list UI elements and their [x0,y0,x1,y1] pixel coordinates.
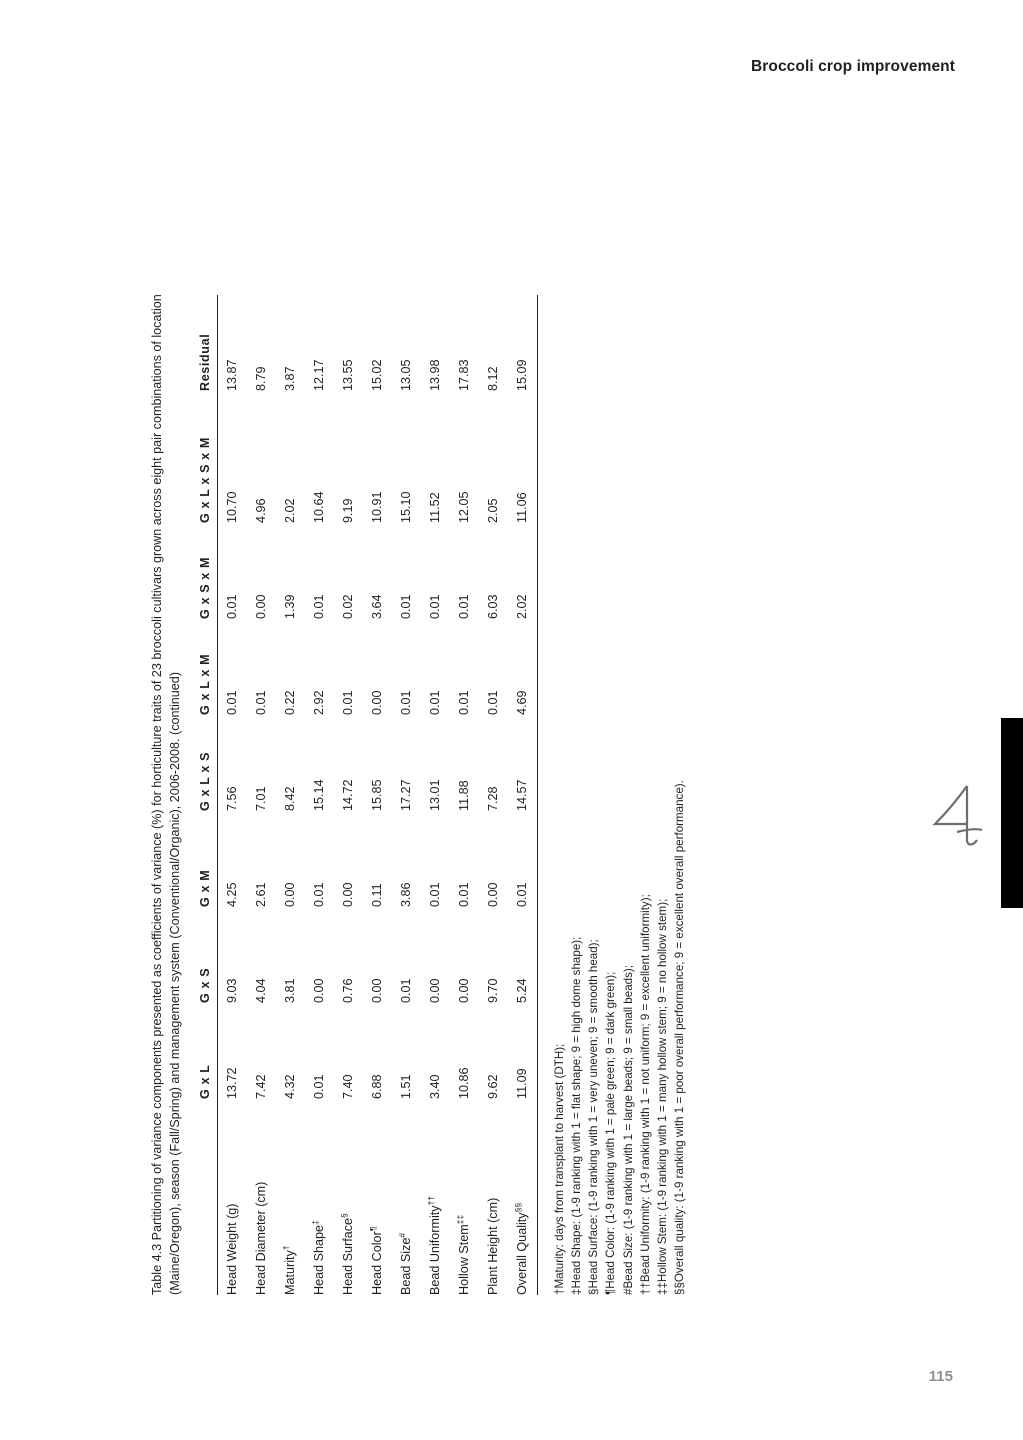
cell-gxs: 0.00 [312,978,326,1003]
column-header-gxs: G x S [198,907,218,1003]
cell-gxlxm: 0.01 [341,690,355,715]
footnote: ¶Head Color: (1-9 ranking with 1 = pale green; 9 = dark green); [604,971,618,1295]
cell-gxs: 9.03 [225,978,239,1003]
trait-label [334,1099,363,1295]
cell-gxs: 9.70 [486,978,500,1003]
cell-gxlxs: 14.57 [508,715,538,811]
cell-gxlxsxm: 10.91 [370,491,384,523]
trait-marker: ‡‡ [454,1214,465,1225]
table-footnotes [551,255,688,1295]
trait-label [363,1099,392,1295]
table-caption: Table 4.3 Partitioning of variance components presented as coefficients of variance (%) for horticulture traits of 23 broccoli cultivars grown across eight pair combinations of location (Maine/Oregon), season (Fall/Spring) and management system (Conventional/Organic), 2006-2008. (continued) [150,294,183,1295]
table-header-row [198,295,218,1295]
cell-gxl: 9.62 [486,1074,500,1099]
cell-gxlxm: 0.01 [225,690,239,715]
column-header-gxlxsxm: G x L x S x M [198,391,218,523]
table-row [247,295,276,1295]
trait-text: Hollow Stem [457,1224,471,1295]
cell-gxm: 0.00 [283,882,297,907]
cell-gxm: 0.11 [370,883,384,907]
cell-gxlxm: 4.69 [508,619,538,715]
running-head: Broccoli crop improvement [750,58,955,75]
trait-text: Bead Uniformity [428,1205,442,1295]
table-row [305,295,334,1295]
cell-residual: 13.87 [225,359,239,391]
cell-gxm: 4.25 [225,882,239,907]
trait-label [508,1099,538,1295]
column-header-trait [198,1099,218,1295]
cell-gxm: 0.01 [312,882,326,907]
trait-label [392,1099,421,1295]
trait-label [479,1099,508,1295]
table-row [479,295,508,1295]
cell-gxs: 0.01 [399,978,413,1003]
cell-gxl: 11.09 [508,1003,538,1099]
cell-gxlxsxm: 9.19 [341,498,355,523]
trait-marker: †† [425,1195,436,1206]
cell-gxsxm: 0.01 [457,594,471,619]
cell-residual: 15.02 [370,359,384,391]
cell-residual: 8.79 [254,366,268,391]
cell-gxlxm: 0.01 [399,690,413,715]
cell-gxs: 0.00 [370,978,384,1003]
cell-gxlxm: 0.00 [370,690,384,715]
cell-gxlxs: 13.01 [428,779,442,811]
cell-gxlxm: 2.92 [312,690,326,715]
cell-residual: 13.55 [341,359,355,391]
page-number: 115 [928,1368,953,1385]
cell-residual: 13.05 [399,359,413,391]
cell-gxs: 4.04 [254,978,268,1003]
cell-gxlxs: 7.28 [486,786,500,811]
cell-gxlxsxm: 10.70 [225,491,239,523]
cell-gxm: 0.00 [486,882,500,907]
column-header-gxsxm: G x S x M [198,523,218,619]
column-header-residual: Residual [198,295,218,391]
cell-gxlxsxm: 12.05 [457,491,471,523]
cell-gxlxsxm: 10.64 [312,491,326,523]
cell-gxl: 0.01 [312,1074,326,1099]
trait-marker: ¶ [367,1226,378,1232]
trait-marker: † [280,1245,291,1251]
footnote: ‡Head Shape: (1-9 ranking with 1 = flat shape; 9 = high dome shape); [570,936,584,1295]
cell-gxl: 7.40 [341,1074,355,1099]
cell-gxm: 0.01 [428,882,442,907]
cell-gxl: 3.40 [428,1074,442,1099]
trait-label [305,1099,334,1295]
cell-gxlxm: 0.01 [486,690,500,715]
cell-gxl: 6.88 [370,1074,384,1099]
cell-gxs: 0.76 [341,978,355,1003]
cell-residual: 3.87 [283,366,297,391]
column-header-gxlxs: G x L x S [198,715,218,811]
column-header-gxm: G x M [198,811,218,907]
cell-residual: 12.17 [312,359,326,391]
footnote: §Head Surface: (1-9 ranking with 1 = very uneven; 9 = smooth head); [587,939,601,1295]
cell-gxs: 0.00 [428,978,442,1003]
trait-label [247,1099,276,1295]
cell-residual: 8.12 [486,366,500,391]
cell-gxlxm: 0.01 [428,690,442,715]
cell-residual: 13.98 [428,359,442,391]
cell-gxsxm: 0.01 [399,594,413,619]
cell-gxl: 7.42 [254,1074,268,1099]
column-header-gxlxm: G x L x M [198,619,218,715]
cell-gxsxm: 1.39 [283,594,297,619]
cell-gxsxm: 0.00 [254,594,268,619]
table-row [421,295,450,1295]
trait-text: Head Shape [312,1224,326,1295]
cell-residual: 17.83 [457,359,471,391]
cell-gxlxs: 7.01 [254,786,268,811]
cell-gxlxs: 11.88 [457,780,471,811]
trait-text: Head Weight (g) [225,1203,239,1295]
cell-gxlxm: 0.01 [254,690,268,715]
cell-gxlxs: 15.85 [370,779,384,811]
cell-gxlxm: 0.22 [283,690,297,715]
variance-components-table [198,295,539,1295]
cell-residual: 15.09 [508,295,538,391]
cell-gxl: 10.86 [457,1067,471,1099]
cell-gxs: 5.24 [508,907,538,1003]
trait-text: Head Diameter (cm) [254,1181,268,1295]
trait-label [276,1099,305,1295]
footnote: §§Overall quality: (1-9 ranking with 1 = poor overall performance; 9 = excellent overall performance). [673,780,687,1295]
cell-gxl: 13.72 [225,1067,239,1099]
cell-gxsxm: 3.64 [370,594,384,619]
cell-gxsxm: 0.01 [312,594,326,619]
cell-gxs: 3.81 [283,978,297,1003]
footnote: ‡‡Hollow Stem: (1-9 ranking with 1 = many hollow stem; 9 = no hollow stem); [655,898,669,1295]
cell-gxm: 3.86 [399,882,413,907]
cell-gxlxsxm: 15.10 [399,491,413,523]
cell-gxlxsxm: 11.52 [428,492,442,523]
trait-text: Head Surface [341,1217,355,1295]
table-row [217,295,247,1295]
footnote: #Bead Size: (1-9 ranking with 1 = large beads; 9 = small beads); [621,965,635,1295]
trait-text: Head Color [370,1231,384,1295]
cell-gxlxsxm: 2.05 [486,498,500,523]
cell-gxlxs: 17.27 [399,779,413,811]
trait-text: Plant Height (cm) [486,1197,500,1295]
footnote: ††Bead Uniformity: (1-9 ranking with 1 = not uniform; 9 = excellent uniformity); [638,894,652,1295]
trait-text: Bead Size [399,1237,413,1295]
cell-gxm: 2.61 [254,882,268,907]
cell-gxsxm: 0.01 [225,594,239,619]
cell-gxsxm: 0.02 [341,594,355,619]
cell-gxm: 0.01 [508,811,538,907]
cell-gxl: 1.51 [399,1074,413,1099]
cell-gxsxm: 6.03 [486,594,500,619]
table-row [450,295,479,1295]
trait-marker: # [396,1232,407,1238]
cell-gxsxm: 0.01 [428,594,442,619]
cell-gxm: 0.00 [341,882,355,907]
trait-marker: ‡ [309,1220,320,1225]
trait-marker: § [338,1213,349,1218]
table-row [392,295,421,1295]
cell-gxlxs: 8.42 [283,786,297,811]
cell-gxl: 4.32 [283,1074,297,1099]
trait-text: Overall Quality [515,1212,529,1295]
cell-gxlxm: 0.01 [457,690,471,715]
trait-label [217,1099,247,1295]
cell-gxlxsxm: 4.96 [254,498,268,523]
trait-marker: §§ [512,1202,523,1213]
table-row [334,295,363,1295]
footnote: †Maturity: days from transplant to harvest (DTH); [553,1043,566,1295]
cell-gxlxs: 7.56 [225,786,239,811]
cell-gxs: 0.00 [457,978,471,1003]
column-header-gxl: G x L [198,1003,218,1099]
trait-label [421,1099,450,1295]
cell-gxlxs: 14.72 [341,779,355,811]
table-row [508,295,538,1295]
cell-gxm: 0.01 [457,882,471,907]
cell-gxlxsxm: 11.06 [508,391,538,523]
cell-gxlxs: 15.14 [312,779,326,811]
trait-text: Maturity [283,1250,297,1295]
trait-label [450,1099,479,1295]
table-row [363,295,392,1295]
cell-gxsxm: 2.02 [508,523,538,619]
table-row [276,295,305,1295]
cell-gxlxsxm: 2.02 [283,498,297,523]
